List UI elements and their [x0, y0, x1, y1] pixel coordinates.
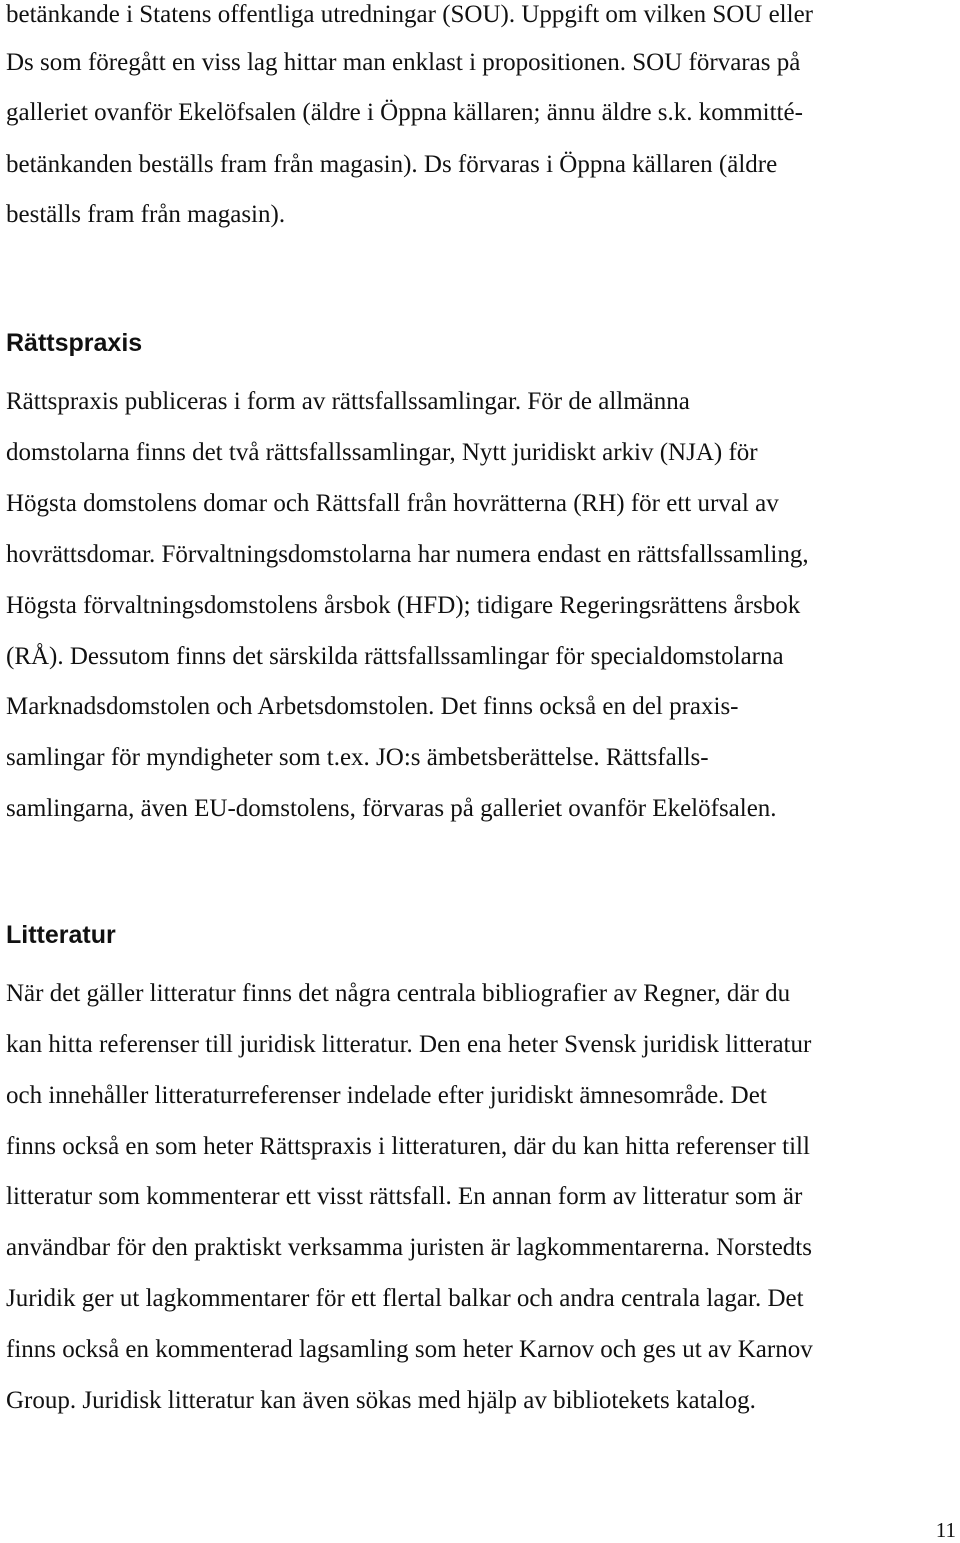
litteratur-line-9: Group. Juridisk litteratur kan även sökas med hjälp av bibliotekets katalog.	[6, 1387, 756, 1414]
rattspraxis-line-9: samlingarna, även EU-domstolens, förvaras på galleriet ovanför Ekelöfsalen.	[6, 795, 777, 822]
litteratur-line-6: användbar för den praktiskt verksamma juristen är lagkommentarerna. Norstedts	[6, 1234, 812, 1261]
litteratur-line-8: finns också en kommenterad lagsamling som heter Karnov och ges ut av Karnov	[6, 1336, 813, 1363]
rattspraxis-line-1: Rättspraxis publiceras i form av rättsfallssamlingar. För de allmänna	[6, 388, 690, 415]
intro-line-1: betänkande i Statens offentliga utredningar (SOU). Uppgift om vilken SOU eller	[6, 1, 813, 28]
rattspraxis-line-7: Marknadsdomstolen och Arbetsdomstolen. Det finns också en del praxis-	[6, 693, 739, 720]
intro-line-4: betänkanden beställs fram från magasin). Ds förvaras i Öppna källaren (äldre	[6, 151, 778, 178]
intro-line-5: beställs fram från magasin).	[6, 201, 286, 228]
litteratur-line-2: kan hitta referenser till juridisk litteratur. Den ena heter Svensk juridisk litteratur	[6, 1031, 812, 1058]
page-number: 11	[935, 1518, 956, 1542]
intro-line-2: Ds som föregått en viss lag hittar man enklast i propositionen. SOU förvaras på	[6, 49, 801, 76]
litteratur-line-4: finns också en som heter Rättspraxis i litteraturen, där du kan hitta referenser till	[6, 1133, 810, 1160]
section-heading-litteratur: Litteratur	[6, 921, 116, 949]
rattspraxis-line-8: samlingar för myndigheter som t.ex. JO:s ämbetsberättelse. Rättsfalls-	[6, 744, 709, 771]
rattspraxis-line-3: Högsta domstolens domar och Rättsfall från hovrätterna (RH) för ett urval av	[6, 490, 779, 517]
litteratur-line-5: litteratur som kommenterar ett visst rättsfall. En annan form av litteratur som är	[6, 1183, 803, 1210]
litteratur-line-1: När det gäller litteratur finns det några centrala bibliografier av Regner, där du	[6, 980, 791, 1007]
section-heading-rattspraxis: Rättspraxis	[6, 329, 143, 357]
rattspraxis-line-5: Högsta förvaltningsdomstolens årsbok (HFD); tidigare Regeringsrättens årsbok	[6, 592, 801, 619]
litteratur-line-3: och innehåller litteraturreferenser indelade efter juridiskt ämnesområde. Det	[6, 1082, 767, 1109]
intro-line-3: galleriet ovanför Ekelöfsalen (äldre i Öppna källaren; ännu äldre s.k. kommitté-	[6, 99, 803, 126]
rattspraxis-line-2: domstolarna finns det två rättsfallssamlingar, Nytt juridiskt arkiv (NJA) för	[6, 439, 758, 466]
litteratur-line-7: Juridik ger ut lagkommentarer för ett flertal balkar och andra centrala lagar. Det	[6, 1285, 804, 1312]
rattspraxis-line-4: hovrättsdomar. Förvaltningsdomstolarna har numera endast en rättsfallssamling,	[6, 541, 809, 568]
rattspraxis-line-6: (RÅ). Dessutom finns det särskilda rättsfallssamlingar för specialdomstolarna	[6, 643, 784, 670]
